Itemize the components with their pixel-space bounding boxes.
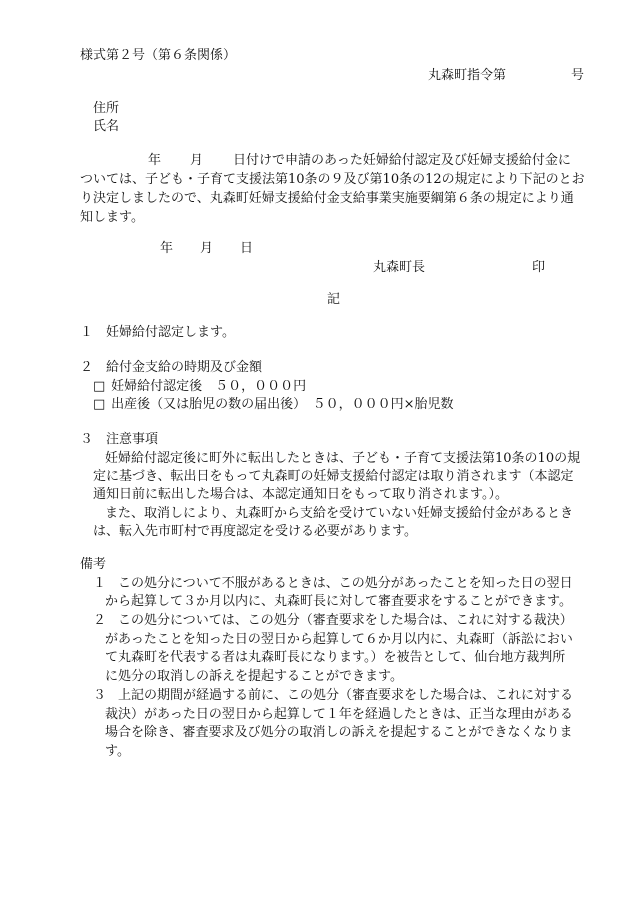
date-year: 年 (160, 241, 174, 256)
checkbox-icon: □ (93, 379, 106, 394)
remark-3-line-2: 裁決）があった日の翌日から起算して１年を経過したときは、正当な理由がある (105, 707, 573, 722)
item-3-heading: ３ 注意事項 (80, 432, 159, 447)
remark-3-line-4: す。 (105, 744, 130, 759)
intro-line-3: り決定しましたので、丸森町妊婦支援給付金支給事業実施要綱第６条の規定により通 (80, 191, 574, 206)
date-day: 日 (240, 241, 254, 256)
form-label: 様式第２号（第６条関係） (80, 48, 237, 63)
notice-number-prefix: 丸森町指令第 (428, 68, 507, 83)
remark-2-line-1: この処分については、この処分（審査要求をした場合は、これに対する裁決） (118, 613, 573, 628)
item-3-para-2-line-1: また、取消しにより、丸森町から支給を受けていない妊婦支援給付金があるとき (105, 506, 574, 521)
date-month: 月 (200, 241, 214, 256)
intro-line-4: 知します。 (80, 210, 144, 225)
ki-heading: 記 (327, 292, 341, 307)
notice-number-suffix: 号 (571, 68, 585, 83)
remark-1-line-2: から起算して３か月以内に、丸森町長に対して審査要求をすることができます。 (105, 594, 572, 609)
item-3-para-1-line-3: 通知日前に転出した場合は、本認定通知日をもって取り消されます。）。 (93, 487, 508, 502)
item-1: １ 妊婦給付認定します。 (80, 325, 235, 340)
intro-year: 年 (148, 153, 162, 168)
intro-date-text: 日付けで申請のあった妊婦給付認定及び妊婦支援給付金に (233, 153, 571, 168)
intro-line-2: ついては、子ども・子育て支援法第10条の９及び第10条の12の規定により下記のとお (80, 172, 585, 187)
remark-3-number: ３ (93, 688, 107, 703)
item-3-para-1-line-1: 妊婦給付認定後に町外に転出したときは、子ども・子育て支援法第10条の10の規 (105, 451, 581, 466)
remark-2-line-4: に処分の取消しの訴えを提起することができます。 (105, 669, 403, 684)
remark-2-line-3: て丸森町を代表する者は丸森町長になります。）を被告として、仙台地方裁判所 (105, 650, 566, 665)
item-2-option-1 (93, 377, 306, 396)
issuer-title: 丸森町長 (373, 260, 426, 275)
remark-3-line-1: 上記の期間が経過する前に、この処分（審査要求をした場合は、これに対する (118, 688, 574, 703)
item-2-option-1-label: 妊婦給付認定後 ５０，０００円 (111, 379, 307, 394)
item-3-para-1-line-2: 定に基づき、転出日をもって丸森町の妊婦支援給付認定は取り消されます（本認定 (93, 469, 574, 484)
remark-1-line-1: この処分について不服があるときは、この処分があったことを知った日の翌日 (118, 576, 573, 591)
issuer-seal: 印 (532, 260, 546, 275)
item-3-para-2-line-2: は、転入先市町村で再度認定を受ける必要があります。 (93, 524, 417, 539)
checkbox-icon: □ (93, 397, 106, 412)
remark-3-line-3: 場合を除き、審査要求及び処分の取消しの訴えを提起することができなくなりま (105, 725, 573, 740)
item-2-option-2-label: 出産後（又は胎児の数の届出後） ５０，０００円×胎児数 (111, 397, 454, 412)
intro-month: 月 (190, 153, 204, 168)
item-2-heading: ２ 給付金支給の時期及び金額 (80, 360, 263, 375)
remark-1-number: １ (93, 576, 107, 591)
remark-2-number: ２ (93, 613, 107, 628)
recipient-name-label: 氏名 (93, 119, 120, 134)
recipient-address-label: 住所 (93, 101, 120, 116)
remarks-heading: 備考 (80, 557, 107, 572)
item-2-option-2 (93, 395, 454, 414)
remark-2-line-2: があったことを知った日の翌日から起算して６か月以内に、丸森町（訴訟におい (105, 632, 573, 647)
